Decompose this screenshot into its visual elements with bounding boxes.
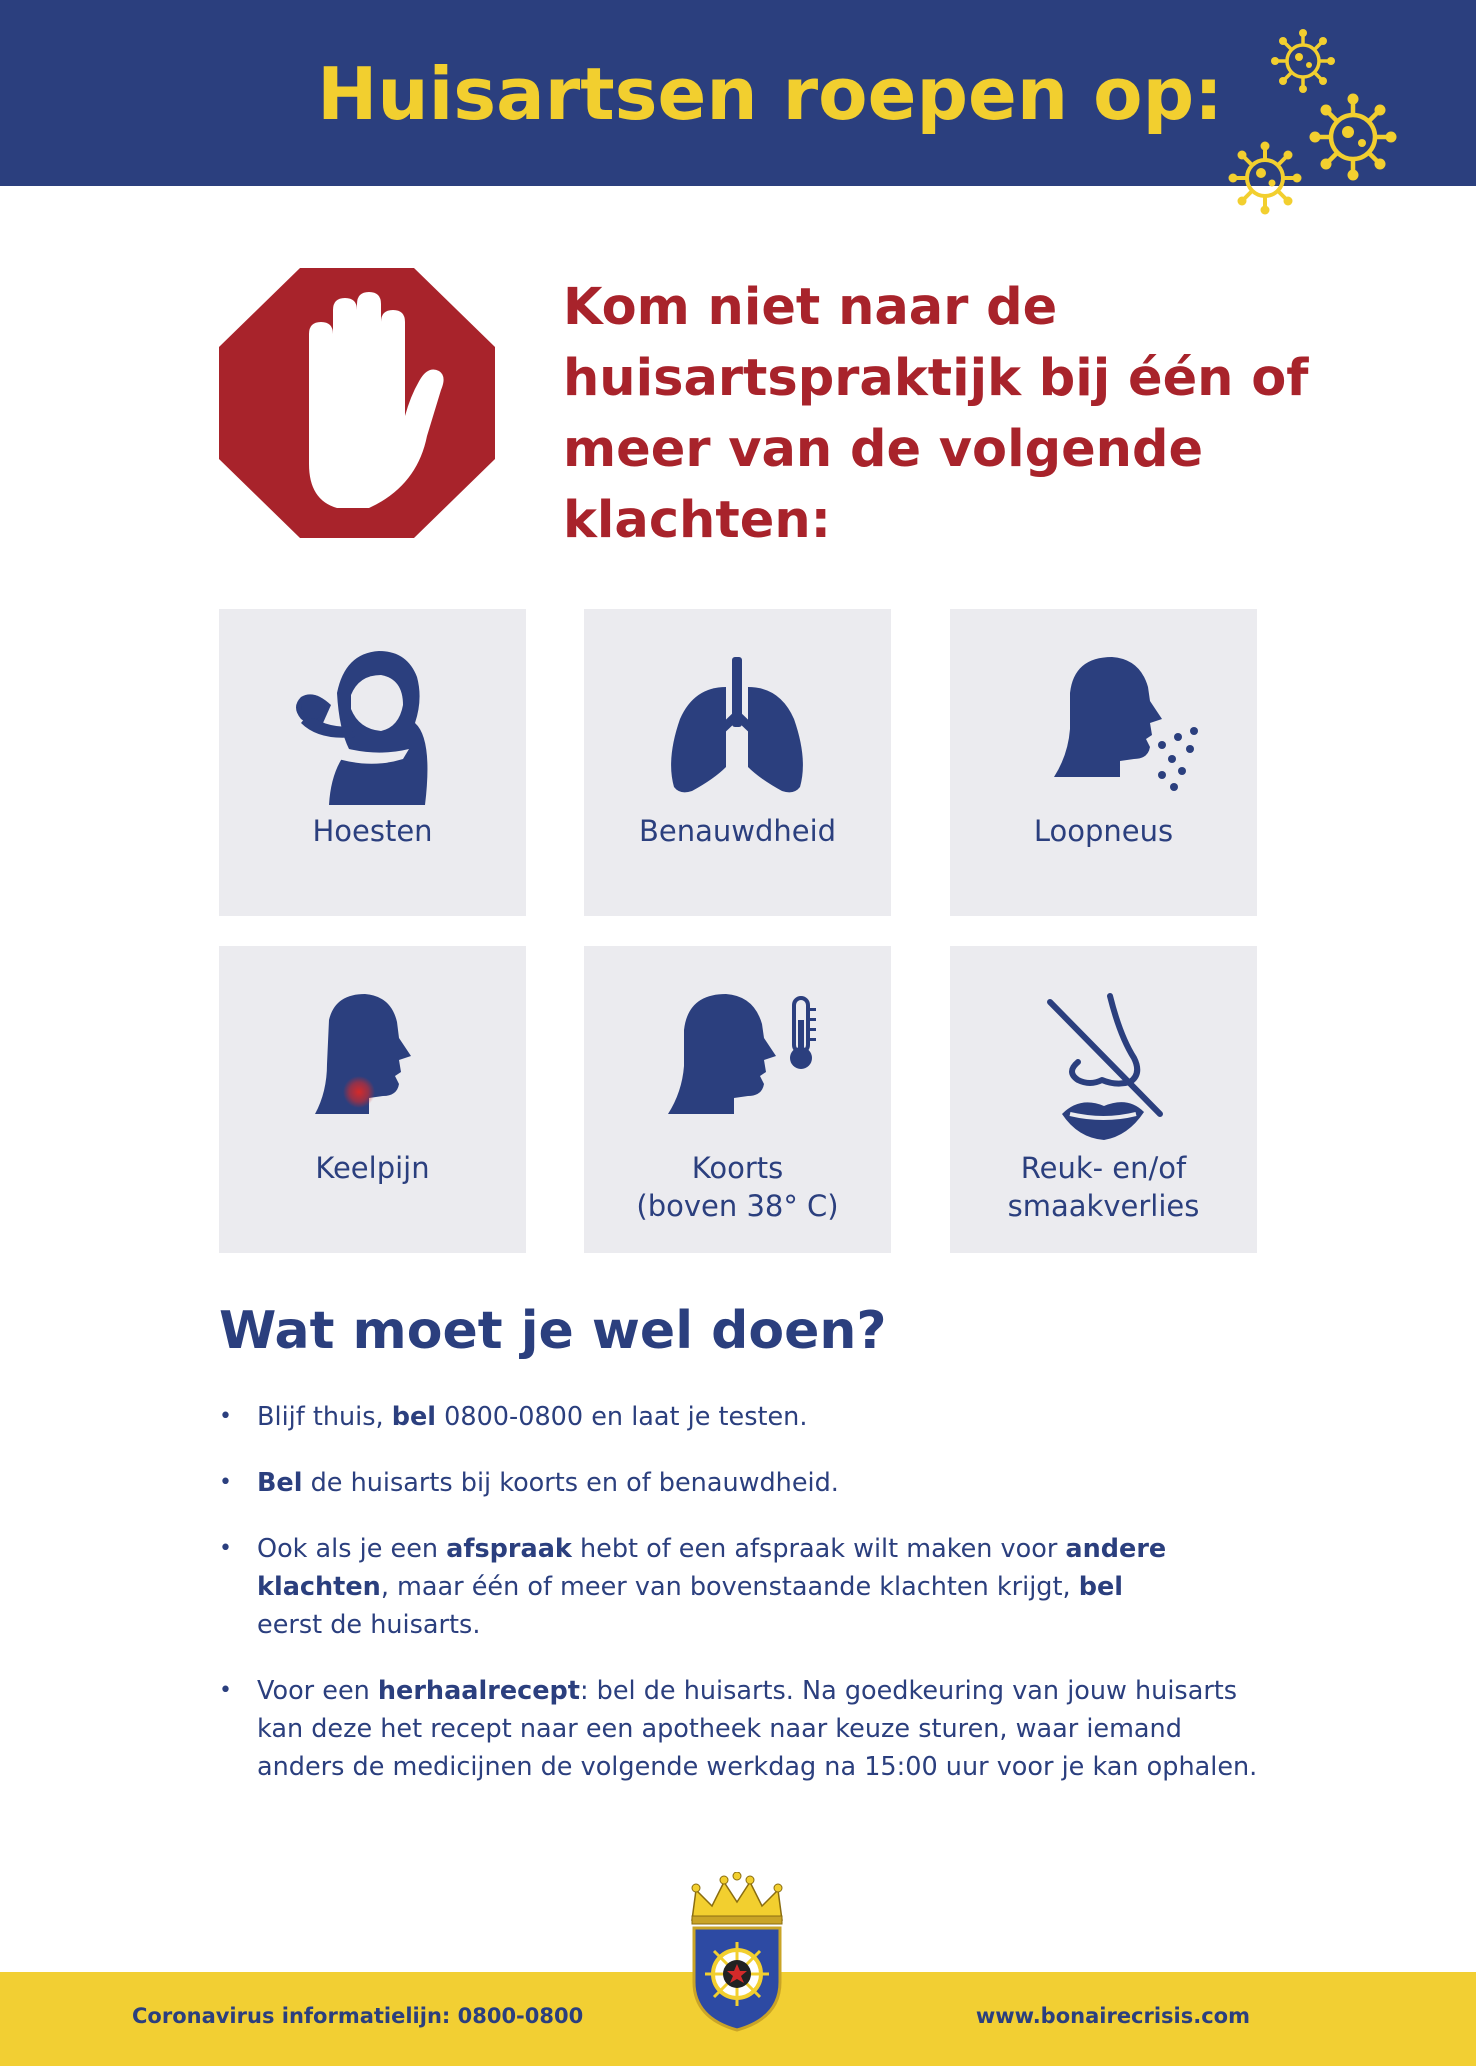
advice-heading: Wat moet je wel doen? xyxy=(219,1301,887,1361)
advice-item xyxy=(219,1398,1319,1436)
symptom-tile-loopneus xyxy=(950,609,1257,916)
emphasis-text: afspraak xyxy=(446,1534,572,1564)
page-title: Huisartsen roepen op: xyxy=(317,52,1223,136)
advice-item xyxy=(219,1530,1179,1644)
symptom-tile-keelpijn xyxy=(219,946,526,1253)
body-text: : bel de huisarts. Na goedkeuring van jouw huisarts kan deze het recept naar een apotheek naar keuze sturen, waar iemand anders de medicijnen de volgende werkdag na 15:00 uur voor je kan ophalen. xyxy=(257,1676,1258,1782)
symptom-tile-koorts xyxy=(584,946,891,1253)
symptom-tile-hoesten xyxy=(219,609,526,916)
symptom-label: Koorts (boven 38° C) xyxy=(636,1151,839,1223)
emphasis-text: Bel xyxy=(257,1468,303,1498)
symptom-label: Hoesten xyxy=(312,814,433,848)
emphasis-text: bel xyxy=(1078,1572,1123,1602)
website-link[interactable]: www.bonairecrisis.com xyxy=(975,2004,1250,2028)
body-text: de huisarts bij koorts en of benauwdheid. xyxy=(302,1468,839,1498)
advice-item xyxy=(219,1464,1319,1502)
body-text: hebt of een afspraak wilt maken voor xyxy=(571,1534,1066,1564)
virus-icon xyxy=(1225,138,1305,218)
sore-throat-icon xyxy=(219,946,526,1253)
virus-icon xyxy=(1306,90,1400,184)
body-text: Voor een xyxy=(257,1676,378,1706)
symptom-tile-reuk-smaak xyxy=(950,946,1257,1253)
symptom-tile-benauwdheid xyxy=(584,609,891,916)
header-banner xyxy=(0,0,1476,186)
stop-hand-icon xyxy=(219,268,495,538)
symptom-label: Reuk- en/of smaakverlies xyxy=(1007,1151,1200,1223)
emphasis-text: herhaalrecept xyxy=(377,1676,580,1706)
body-text: 0800-0800 en laat je testen. xyxy=(436,1402,808,1432)
body-text: , maar één of meer van bovenstaande klachten krijgt, xyxy=(380,1572,1079,1602)
warning-heading: Kom niet naar de huisartspraktijk bij één of meer van de volgende klachten: xyxy=(563,278,1309,550)
advice-list xyxy=(219,1398,1319,1814)
emphasis-text: bel xyxy=(391,1402,437,1432)
body-text: Ook als je een xyxy=(257,1534,447,1564)
symptom-label: Keelpijn xyxy=(315,1151,430,1185)
body-text: Blijf thuis, xyxy=(257,1402,392,1432)
lungs-icon xyxy=(584,609,891,916)
symptom-label: Loopneus xyxy=(1033,814,1174,848)
emphasis-text: andere klachten xyxy=(257,1534,1167,1602)
info-line: Coronavirus informatielijn: 0800-0800 xyxy=(132,2004,584,2028)
coughing-person-icon xyxy=(219,609,526,916)
sneezing-head-icon xyxy=(950,609,1257,916)
bonaire-coat-of-arms-icon xyxy=(682,1872,792,2032)
advice-item xyxy=(219,1672,1259,1786)
virus-icon xyxy=(1268,26,1338,96)
symptom-label: Benauwdheid xyxy=(638,814,837,848)
body-text: eerst de huisarts. xyxy=(257,1610,481,1640)
